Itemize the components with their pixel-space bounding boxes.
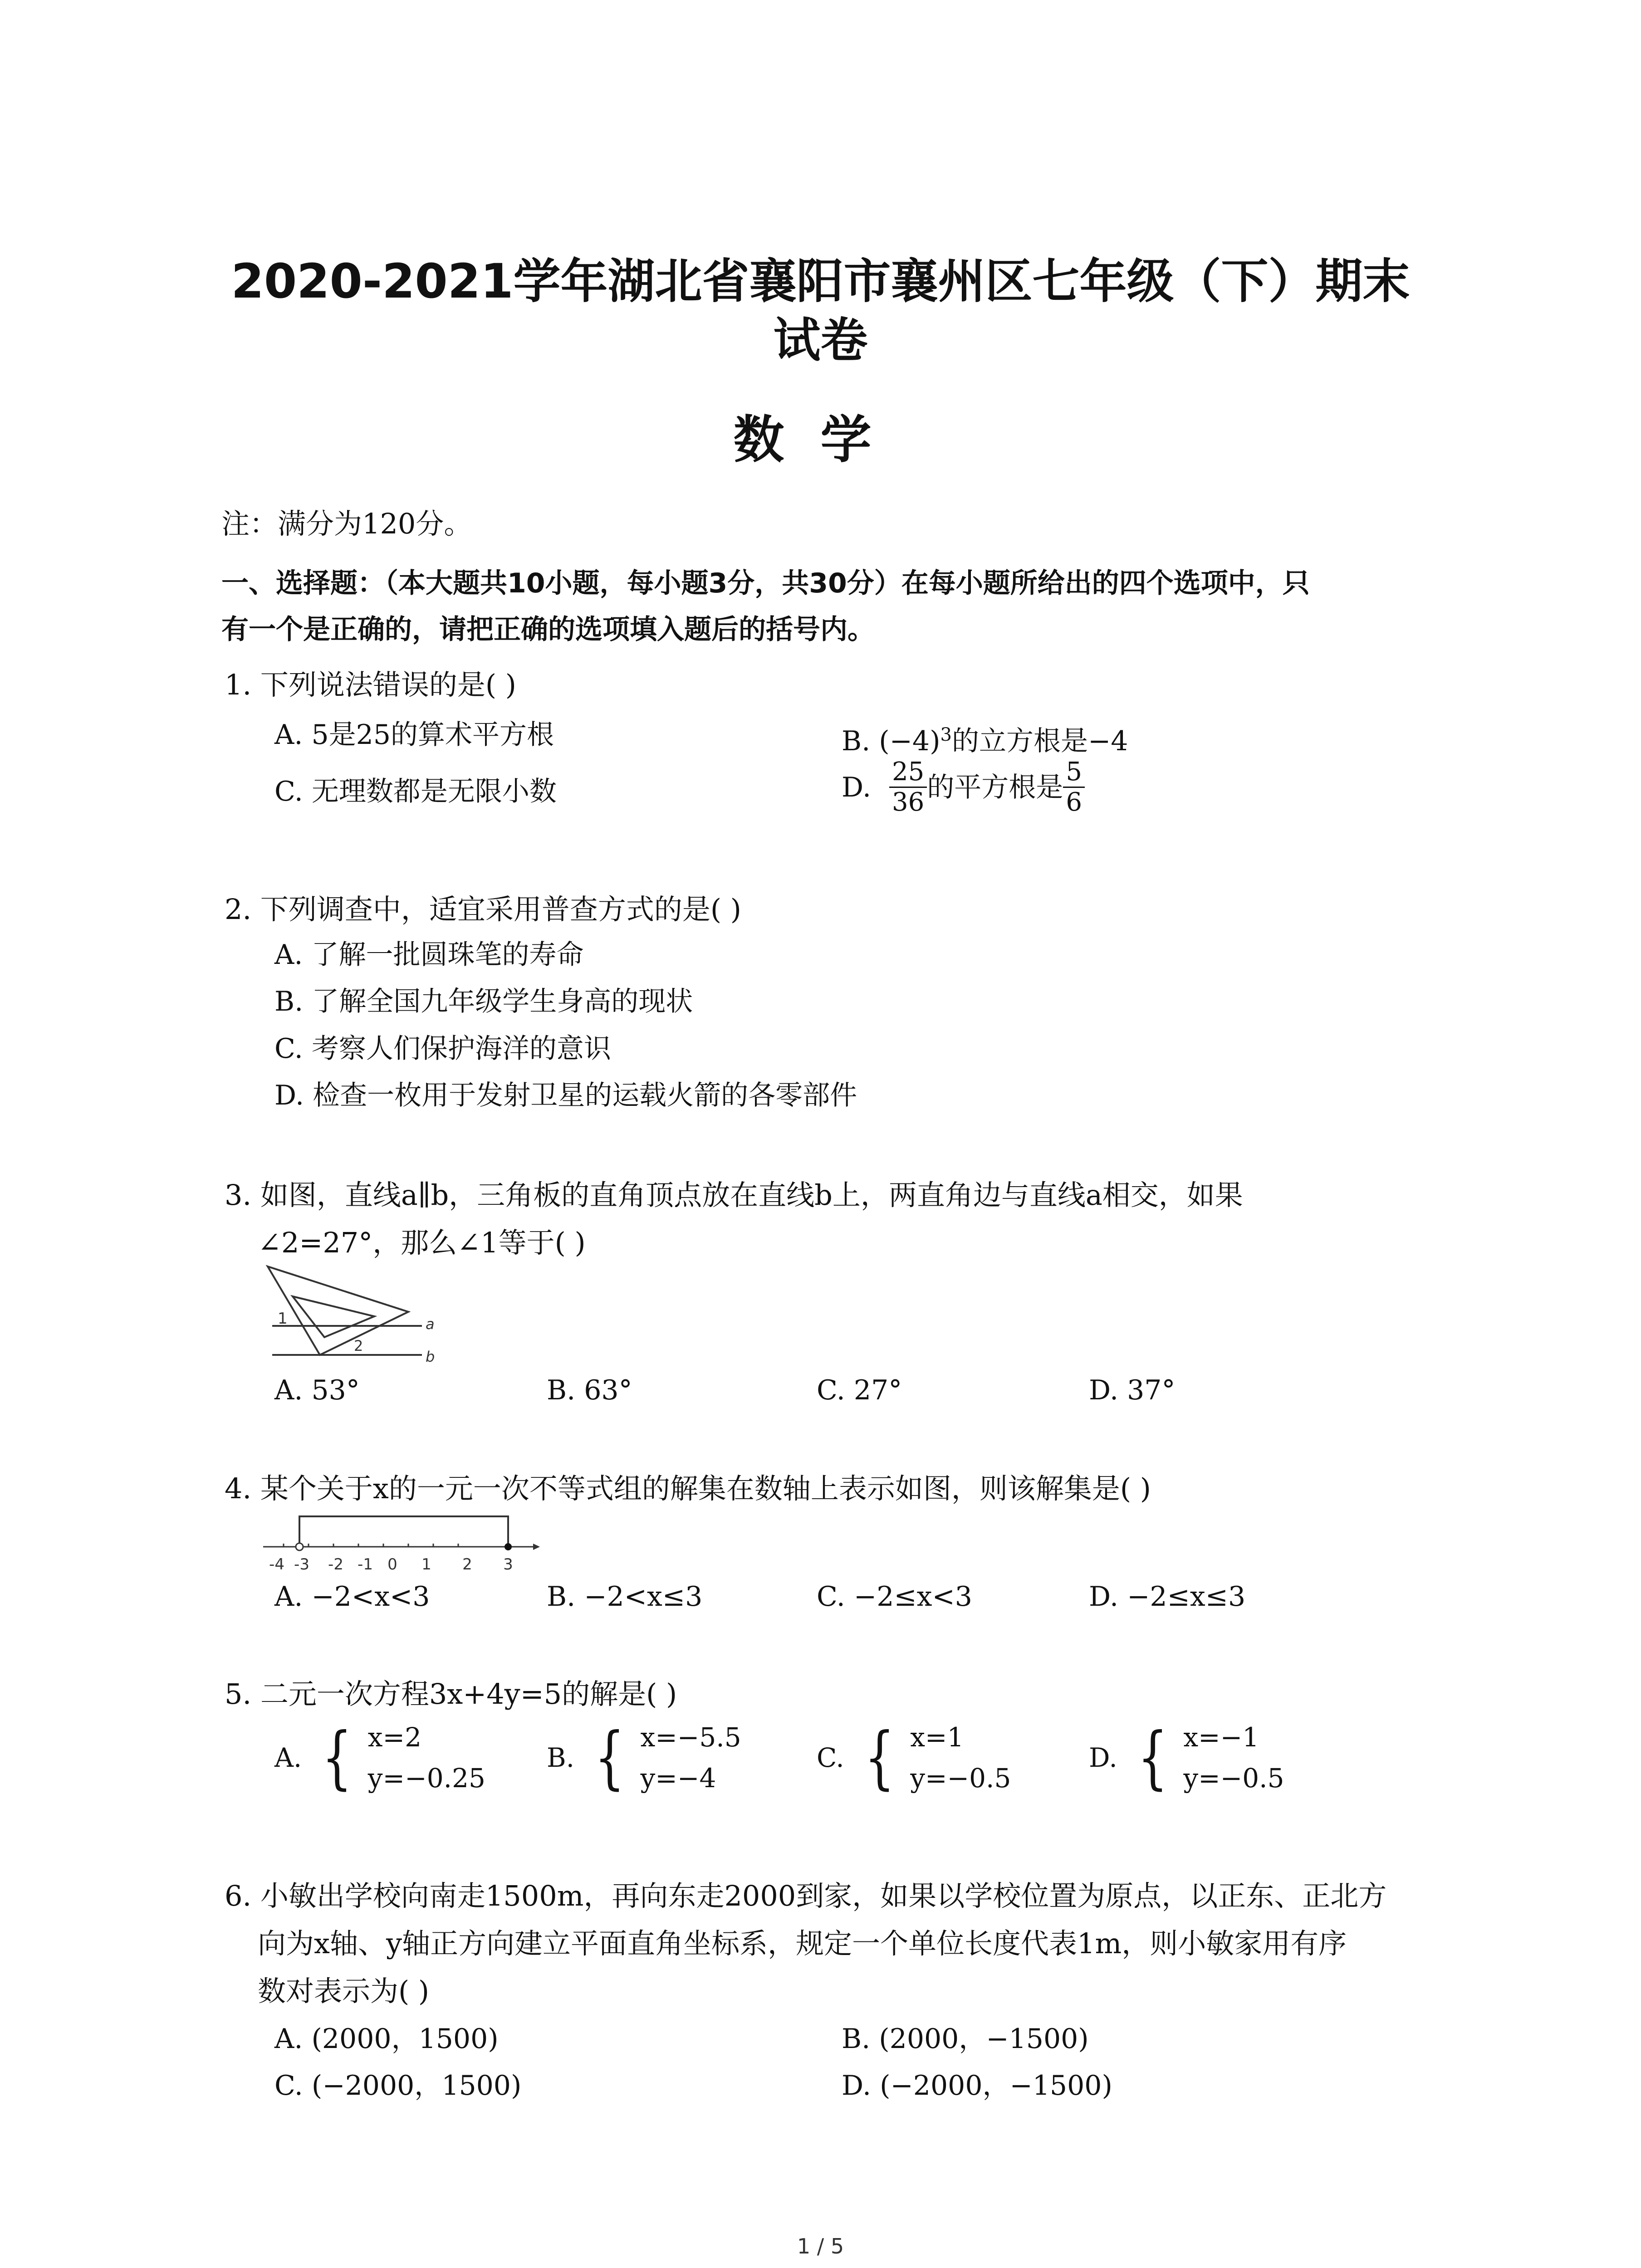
solution-bracket: [299, 1516, 508, 1547]
open-endpoint: [296, 1543, 303, 1550]
q1-option-d-text: 的平方根是: [927, 771, 1063, 803]
q5-option-c-label: C.: [817, 1742, 844, 1773]
line-b-label: b: [426, 1348, 435, 1365]
q1-option-d-label: D.: [842, 771, 872, 803]
q6-option-d: D. (−2000，−1500): [842, 2070, 1112, 2102]
number-line-figure: [263, 1508, 544, 1581]
q2-option-d: D. 检查一枚用于发射卫星的运载火箭的各零部件: [274, 1080, 857, 1111]
tick-label: 3: [503, 1555, 513, 1574]
fraction-denominator: 36: [892, 787, 925, 817]
axis-arrow: [533, 1544, 540, 1550]
score-note: 注：满分为120分。: [221, 507, 472, 540]
equation-x: x=−5.5: [640, 1722, 741, 1753]
q1-option-b-rest: 的立方根是−4: [951, 725, 1128, 757]
equation-y: y=−4: [640, 1763, 716, 1794]
page-title-line2: 试卷: [773, 313, 868, 368]
closed-endpoint: [505, 1543, 512, 1550]
tick-label: -1: [358, 1555, 373, 1574]
angle-2-label: 2: [354, 1337, 363, 1354]
q5-option-d: [1089, 1717, 1284, 1799]
tick-label: 1: [421, 1555, 431, 1574]
question-2-stem: 2. 下列调查中，适宜采用普查方式的是( ): [225, 893, 741, 926]
brace-symbol: {: [322, 1718, 353, 1797]
page-title-line1: 2020-2021学年湖北省襄阳市襄州区七年级（下）期末: [231, 254, 1410, 309]
tick-label: -3: [294, 1555, 309, 1574]
equation-x: x=−1: [1183, 1722, 1259, 1753]
question-1-stem: 1. 下列说法错误的是( ): [225, 668, 516, 701]
q6-option-b: B. (2000，−1500): [842, 2023, 1089, 2055]
triangle-outer: [268, 1266, 408, 1355]
tick-label: -2: [328, 1555, 343, 1574]
brace-symbol: {: [864, 1718, 895, 1797]
page-number: 1 / 5: [797, 2234, 844, 2258]
q2-option-b: B. 了解全国九年级学生身高的现状: [274, 986, 693, 1017]
section1-header-line1: 一、选择题：（本大题共10小题，每小题3分，共30分）在每小题所给出的四个选项中，只: [221, 567, 1310, 599]
parallel-lines-triangle-figure: [259, 1261, 449, 1374]
equation-x: x=2: [367, 1722, 421, 1753]
q3-option-b: B. 63°: [547, 1374, 632, 1406]
q6-option-c: C. (−2000，1500): [274, 2070, 522, 2102]
q4-option-a: A. −2<x<3: [274, 1581, 430, 1613]
equation-y: y=−0.5: [910, 1763, 1011, 1794]
question-5-stem: 5. 二元一次方程3x+4y=5的解是( ): [225, 1677, 677, 1711]
equation-x: x=1: [910, 1722, 964, 1753]
q3-option-d: D. 37°: [1089, 1374, 1176, 1406]
q2-option-a: A. 了解一批圆珠笔的寿命: [274, 939, 584, 971]
brace-symbol: {: [594, 1718, 625, 1797]
question-6-stem-line1: 6. 小敏出学校向南走1500m，再向东走2000到家，如果以学校位置为原点，以正东、正北方: [225, 1879, 1387, 1912]
q3-option-a: A. 53°: [274, 1374, 360, 1406]
q1-option-d: [842, 758, 1085, 817]
q5-option-b: [547, 1717, 741, 1799]
q1-option-a: A. 5是25的算术平方根: [274, 719, 554, 751]
q5-option-c: [817, 1717, 1011, 1799]
q5-option-a: [274, 1717, 485, 1799]
tick-label: -4: [269, 1555, 284, 1574]
angle-1-label: 1: [278, 1310, 288, 1328]
q3-option-c: C. 27°: [817, 1374, 902, 1406]
q2-option-c: C. 考察人们保护海洋的意识: [274, 1033, 611, 1065]
fraction-25-36: [889, 758, 927, 817]
q1-option-c: C. 无理数都是无限小数: [274, 776, 557, 807]
q1-option-b-exponent: 3: [940, 724, 952, 745]
subject-heading: 数学: [733, 411, 908, 469]
question-4-stem: 4. 某个关于x的一元一次不等式组的解集在数轴上表示如图，则该解集是( ): [225, 1472, 1151, 1505]
q5-option-a-label: A.: [274, 1742, 302, 1773]
equation-y: y=−0.5: [1183, 1763, 1284, 1794]
q1-option-b: [842, 717, 1128, 759]
brace-symbol: {: [1137, 1718, 1168, 1797]
section1-header-line2: 有一个是正确的，请把正确的选项填入题后的括号内。: [221, 614, 875, 645]
fraction-5-6: [1063, 758, 1085, 817]
line-a-label: a: [426, 1315, 435, 1333]
question-6-stem-line2: 向为x轴、y轴正方向建立平面直角坐标系，规定一个单位长度代表1m，则小敏家用有序: [258, 1927, 1347, 1960]
question-3-stem-line2: ∠2=27°，那么∠1等于( ): [258, 1226, 586, 1259]
tick-label: 2: [462, 1555, 472, 1574]
q4-option-c: C. −2≤x<3: [817, 1581, 972, 1613]
q5-option-b-label: B.: [547, 1742, 575, 1773]
question-6-stem-line3: 数对表示为( ): [258, 1975, 430, 2008]
fraction-denominator: 6: [1066, 787, 1082, 817]
tick-label: 0: [387, 1555, 397, 1574]
q4-option-d: D. −2≤x≤3: [1089, 1581, 1246, 1613]
equation-y: y=−0.25: [367, 1763, 485, 1794]
q6-option-a: A. (2000，1500): [274, 2023, 499, 2055]
question-3-stem-line1: 3. 如图，直线a∥b，三角板的直角顶点放在直线b上，两直角边与直线a相交，如果: [225, 1178, 1243, 1212]
q5-option-d-label: D.: [1089, 1742, 1117, 1773]
fraction-numerator: 25: [889, 758, 927, 788]
q1-option-b-base: B. (−4): [842, 725, 941, 757]
q4-option-b: B. −2<x≤3: [547, 1581, 703, 1613]
fraction-numerator: 5: [1063, 758, 1085, 788]
